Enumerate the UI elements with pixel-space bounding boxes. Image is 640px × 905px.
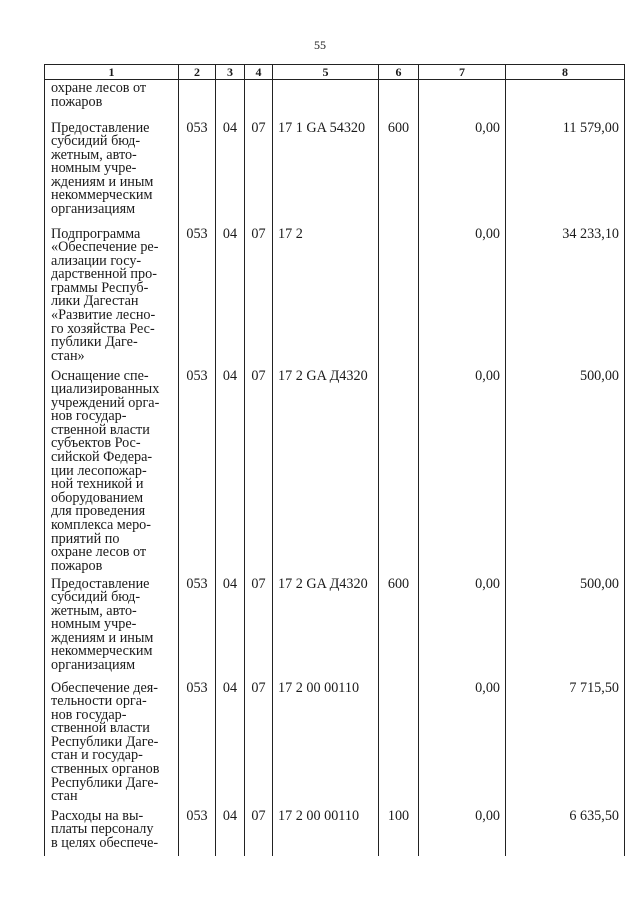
- row-expense-type: 600: [379, 120, 419, 226]
- row-target-article: 17 2 GA Д4320: [273, 576, 379, 680]
- row-amount-col7: 0,00: [419, 120, 506, 226]
- row-amount-col7: 0,00: [419, 368, 506, 576]
- row-name: Предоставление субсидий бюд- жетным, авто- номным учре- ждениям и иным некоммерческим организациям: [45, 576, 179, 680]
- row-subsection: 07: [245, 226, 273, 368]
- header-col-1: 1: [45, 65, 179, 80]
- row-subsection: 07: [245, 120, 273, 226]
- row-section: 04: [216, 120, 245, 226]
- row-expense-type: 600: [379, 576, 419, 680]
- row-amount-col7: 0,00: [419, 226, 506, 368]
- row-target-article: [273, 80, 379, 120]
- header-row: [45, 65, 625, 80]
- table-header: [45, 65, 625, 80]
- row-name: Расходы на вы- платы персоналу в целях обеспече-: [45, 808, 179, 856]
- header-col-3: 3: [216, 65, 245, 80]
- row-section: 04: [216, 576, 245, 680]
- row-subsection: 07: [245, 680, 273, 808]
- row-name: Предоставление субсидий бюд- жетным, авто- номным учре- ждениям и иным некоммерческим организациям: [45, 120, 179, 226]
- row-amount-col7: 0,00: [419, 576, 506, 680]
- row-amount-col7: 0,00: [419, 680, 506, 808]
- row-amount-col8: 7 715,50: [506, 680, 625, 808]
- row-target-article: 17 1 GA 54320: [273, 120, 379, 226]
- row-name: Оснащение спе- циализированных учреждений орга- нов государ- ственной власти субъектов Рос- сийской Федера- ции лесопожар- ной техникой и оборудованием для проведения комплекса меро- приятий по охране лесов от пожаров: [45, 368, 179, 576]
- row-expense-type: [379, 226, 419, 368]
- row-subsection: 07: [245, 368, 273, 576]
- header-col-7: 7: [419, 65, 506, 80]
- table-row: [45, 808, 625, 856]
- row-amount-col7: [419, 80, 506, 120]
- row-amount-col8: [506, 80, 625, 120]
- row-amount-col8: 34 233,10: [506, 226, 625, 368]
- header-col-8: 8: [506, 65, 625, 80]
- row-ministry-code: 053: [179, 226, 216, 368]
- row-ministry-code: 053: [179, 368, 216, 576]
- row-expense-type: [379, 80, 419, 120]
- row-target-article: 17 2 GA Д4320: [273, 368, 379, 576]
- row-expense-type: [379, 368, 419, 576]
- row-amount-col8: 6 635,50: [506, 808, 625, 856]
- row-ministry-code: 053: [179, 680, 216, 808]
- row-expense-type: 100: [379, 808, 419, 856]
- row-section: 04: [216, 226, 245, 368]
- row-amount-col8: 11 579,00: [506, 120, 625, 226]
- row-subsection: 07: [245, 808, 273, 856]
- row-target-article: 17 2: [273, 226, 379, 368]
- row-name: Подпрограмма «Обеспечение ре- ализации госу- дарственной про- граммы Респуб- лики Дагестан «Развитие лесно- го хозяйства Рес- публики Даге- стан»: [45, 226, 179, 368]
- row-amount-col8: 500,00: [506, 368, 625, 576]
- row-target-article: 17 2 00 00110: [273, 808, 379, 856]
- row-amount-col8: 500,00: [506, 576, 625, 680]
- table-row: [45, 576, 625, 680]
- row-name: Обеспечение дея- тельности орга- нов государ- ственной власти Республики Даге- стан и государ- ственных органов Республики Даге- стан: [45, 680, 179, 808]
- row-ministry-code: 053: [179, 576, 216, 680]
- row-target-article: 17 2 00 00110: [273, 680, 379, 808]
- row-ministry-code: 053: [179, 120, 216, 226]
- header-col-2: 2: [179, 65, 216, 80]
- header-col-6: 6: [379, 65, 419, 80]
- row-ministry-code: [179, 80, 216, 120]
- table-row: [45, 120, 625, 226]
- row-expense-type: [379, 680, 419, 808]
- budget-table: [44, 64, 625, 856]
- table-body: [45, 80, 625, 856]
- page-number: 55: [314, 38, 326, 52]
- table-row: [45, 368, 625, 576]
- row-amount-col7: 0,00: [419, 808, 506, 856]
- table-row: [45, 80, 625, 120]
- row-ministry-code: 053: [179, 808, 216, 856]
- row-section: 04: [216, 368, 245, 576]
- row-section: 04: [216, 680, 245, 808]
- row-section: 04: [216, 808, 245, 856]
- row-subsection: [245, 80, 273, 120]
- row-name: охране лесов от пожаров: [45, 80, 179, 120]
- row-subsection: 07: [245, 576, 273, 680]
- table-row: [45, 226, 625, 368]
- header-col-5: 5: [273, 65, 379, 80]
- row-section: [216, 80, 245, 120]
- table-row: [45, 680, 625, 808]
- header-col-4: 4: [245, 65, 273, 80]
